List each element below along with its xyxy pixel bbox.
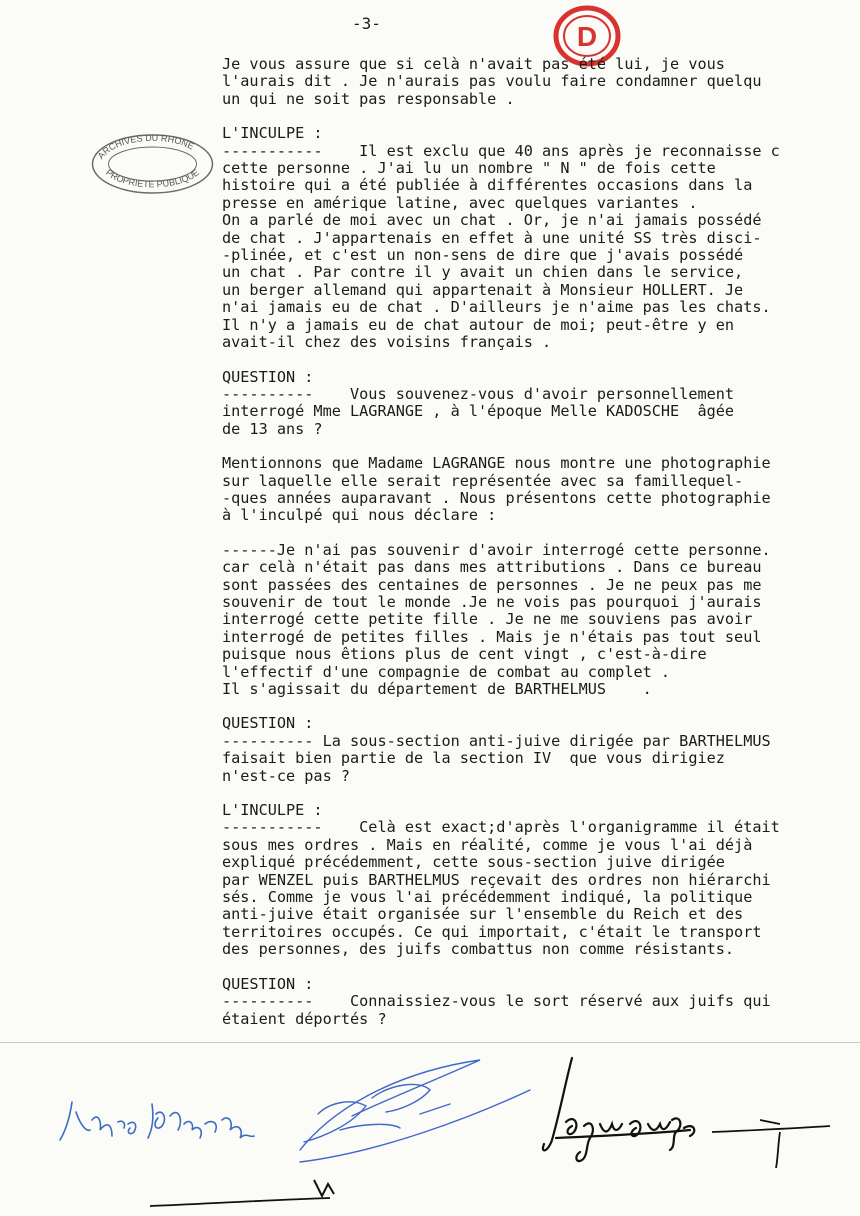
- paragraph-gap: [222, 525, 860, 542]
- text-line: presse en amérique latine, avec quelques variantes .: [222, 193, 698, 212]
- paragraph-gap: [222, 959, 860, 976]
- text-line: histoire qui a été publiée à différentes occasions dans la: [222, 176, 753, 195]
- text-line: interrogé de petites filles . Mais je n'étais pas tout seul: [222, 627, 762, 646]
- text-line: L'INCULPE :: [222, 801, 323, 820]
- text-line: -plinée, et c'est un non-sens de dire que j'avais possédé: [222, 246, 744, 265]
- text-line: sous mes ordres . Mais en réalité, comme je vous l'ai déjà: [222, 835, 753, 854]
- text-line: par WENZEL puis BARTHELMUS reçevait des ordres non hiérarchi: [222, 870, 771, 889]
- archives-stamp-line2: PROPRIETE PUBLIQUE: [103, 167, 202, 190]
- signature-area: [0, 1040, 860, 1216]
- text-line: QUESTION :: [222, 367, 314, 386]
- text-line: souvenir de tout le monde .Je ne vois pas pourquoi j'aurais: [222, 592, 762, 611]
- text-line: On a parlé de moi avec un chat . Or, je n'ai jamais possédé: [222, 211, 762, 230]
- text-line: de chat . J'appartenais en effet à une unité SS très disci-: [222, 228, 762, 247]
- paragraph-gap: [222, 108, 860, 125]
- ink-line-bottom: [150, 1198, 330, 1206]
- paragraph-gap: [222, 698, 860, 715]
- text-line: de 13 ans ?: [222, 419, 323, 438]
- text-line: ---------- Vous souvenez-vous d'avoir personnellement: [222, 384, 735, 403]
- text-line: l'aurais dit . Je n'aurais pas voulu faire condamner quelqu: [222, 72, 762, 91]
- paragraph: [222, 715, 860, 785]
- paragraph: [222, 369, 860, 439]
- right-flourish: [712, 1120, 830, 1168]
- paragraph-gap: [222, 352, 860, 369]
- text-line: sont passées des centaines de personnes . Je ne peux pas me: [222, 575, 762, 594]
- text-line: un qui ne soit pas responsable .: [222, 89, 515, 108]
- text-line: un berger allemand qui appartenait à Monsieur HOLLERT. Je: [222, 280, 744, 299]
- official-signature-blue: [300, 1060, 530, 1162]
- text-line: cette personne . J'ai lu un nombre " N " de fois cette: [222, 159, 716, 178]
- text-line: Il n'y a jamais eu de chat autour de moi; peut-être y en: [222, 315, 735, 334]
- paragraph: [222, 125, 860, 351]
- text-line: territoires occupés. Ce qui importait, c'était le transport: [222, 922, 762, 941]
- paragraph: [222, 802, 860, 959]
- paragraph-gap: [222, 438, 860, 455]
- text-line: des personnes, des juifs combattus non comme résistants.: [222, 940, 735, 959]
- text-line: ------Je n'ai pas souvenir d'avoir interrogé cette personne.: [222, 540, 771, 559]
- text-line: avait-il chez des voisins français .: [222, 333, 552, 352]
- text-line: n'est-ce pas ?: [222, 766, 351, 785]
- text-line: anti-juive était organisée sur l'ensemble du Reich et des: [222, 905, 744, 924]
- text-line: faisait bien partie de la section IV que vous dirigiez: [222, 749, 725, 768]
- paragraph: [222, 56, 860, 108]
- archives-du-rhone-stamp: [90, 133, 215, 195]
- text-line: interrogé Mme LAGRANGE , à l'époque Melle KADOSCHE âgée: [222, 402, 735, 421]
- text-line: un chat . Par contre il y avait un chien dans le service,: [222, 263, 744, 282]
- text-line: étaient déportés ?: [222, 1009, 387, 1028]
- text-line: ---------- La sous-section anti-juive dirigée par BARTHELMUS: [222, 731, 771, 750]
- text-line: sés. Comme je vous l'ai précédemment indiqué, la politique: [222, 888, 753, 907]
- text-line: expliqué précédemment, cette sous-section juive dirigée: [222, 853, 725, 872]
- text-line: ---------- Connaissiez-vous le sort réservé aux juifs qui: [222, 992, 771, 1011]
- text-line: QUESTION :: [222, 714, 314, 733]
- d-stamp-letter: D: [576, 21, 598, 52]
- text-line: -ques années auparavant . Nous présentons cette photographie: [222, 488, 771, 507]
- text-line: Il s'agissait du département de BARTHELMUS .: [222, 680, 652, 698]
- paragraph: [222, 976, 860, 1028]
- text-line: L'INCULPE :: [222, 124, 323, 143]
- text-line: Je vous assure que si celà n'avait pas été lui, je vous: [222, 56, 725, 73]
- deposition-text: [222, 56, 860, 1028]
- text-line: n'ai jamais eu de chat . D'ailleurs je n'aime pas les chats.: [222, 298, 771, 317]
- text-line: à l'inculpé qui nous déclare :: [222, 506, 497, 525]
- text-line: interrogé cette petite fille . Je ne me souviens pas avoir: [222, 610, 753, 629]
- paragraph-gap: [222, 785, 860, 802]
- text-line: sur laquelle elle serait représentée avec sa famillequel-: [222, 471, 744, 490]
- svg-text:PROPRIETE PUBLIQUE: [104, 167, 201, 189]
- archives-stamp-line1: ARCHIVES DU RHONE: [95, 133, 196, 161]
- page-number: -3-: [352, 14, 381, 33]
- paragraph: [222, 455, 860, 525]
- paragraph: [222, 542, 860, 699]
- text-line: QUESTION :: [222, 974, 314, 993]
- text-line: ----------- Celà est exact;d'après l'organigramme il était: [222, 818, 780, 837]
- text-line: car celà n'était pas dans mes attributions . Dans ce bureau: [222, 558, 762, 577]
- text-line: Mentionnons que Madame LAGRANGE nous montre une photographie: [222, 454, 771, 473]
- text-line: ----------- Il est exclu que 40 ans après je reconnaisse c: [222, 141, 780, 160]
- initials-mark: [314, 1180, 334, 1196]
- lagrange-signature: [543, 1058, 694, 1161]
- text-line: l'effectif d'une compagnie de combat au complet .: [222, 662, 671, 681]
- text-line: puisque nous êtions plus de cent vingt , c'est-à-dire: [222, 645, 707, 664]
- handwritten-note-left: [60, 1102, 254, 1140]
